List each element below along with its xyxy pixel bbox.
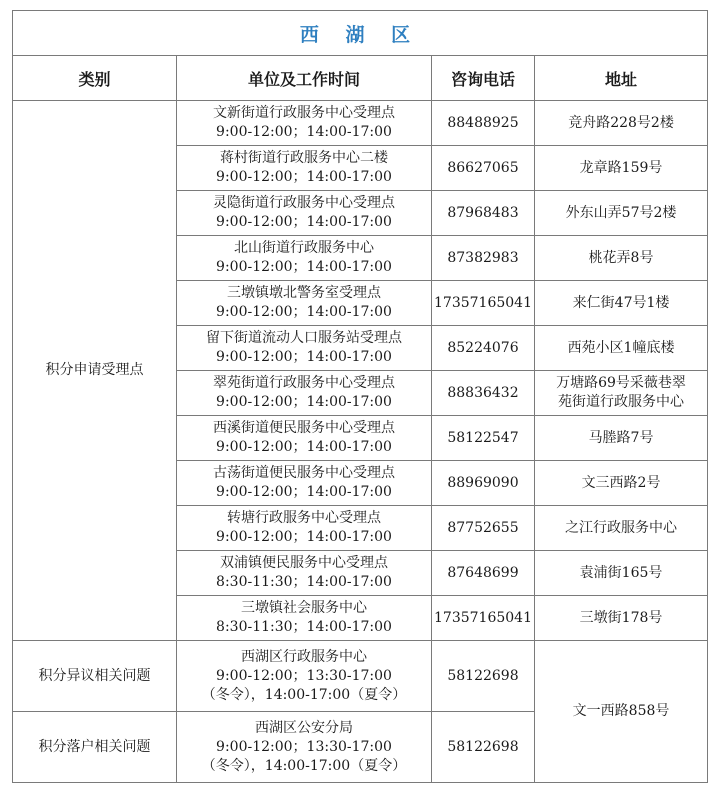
phone-cell: 17357165041 — [432, 281, 535, 326]
work-hours: 8:30-11:30；14:00-17:00 — [216, 574, 392, 590]
work-hours: 9:00-12:00；14:00-17:00 — [216, 439, 392, 455]
address-line: 万塘路69号采薇巷翠 — [556, 375, 686, 391]
unit-hours-cell — [177, 236, 432, 281]
phone-cell: 88836432 — [432, 371, 535, 416]
address-line: 桃花弄8号 — [588, 249, 654, 266]
unit-name: 蒋村街道行政服务中心二楼 — [220, 150, 388, 166]
address-line: 来仁街47号1楼 — [572, 294, 670, 311]
unit-name: 翠苑街道行政服务中心受理点 — [213, 375, 395, 391]
header-address: 地址 — [535, 56, 708, 101]
address-cell — [535, 461, 708, 506]
work-hours: 9:00-12:00；14:00-17:00 — [216, 394, 392, 410]
work-hours: 9:00-12:00；13:30-17:00 — [216, 738, 392, 755]
shared-address-cell: 文一西路858号 — [535, 641, 708, 783]
category-cell: 积分异议相关问题 — [13, 641, 177, 712]
address-line: 马塍路7号 — [588, 429, 654, 446]
phone-cell: 87752655 — [432, 506, 535, 551]
unit-name: 留下街道流动人口服务站受理点 — [206, 330, 402, 346]
unit-hours-cell — [177, 371, 432, 416]
unit-hours-cell — [177, 281, 432, 326]
address-line: 之江行政服务中心 — [565, 519, 678, 536]
category-cell: 积分申请受理点 — [13, 101, 177, 641]
district-title: 西 湖 区 — [13, 11, 708, 56]
address-cell — [535, 416, 708, 461]
address-cell — [535, 596, 708, 641]
header-category: 类别 — [13, 56, 177, 101]
unit-hours-cell — [177, 326, 432, 371]
header-phone: 咨询电话 — [432, 56, 535, 101]
address-cell — [535, 551, 708, 596]
unit-hours-cell — [177, 551, 432, 596]
work-hours: 9:00-12:00；14:00-17:00 — [216, 214, 392, 230]
unit-hours-cell — [177, 101, 432, 146]
address-cell — [535, 101, 708, 146]
unit-hours-cell — [177, 641, 432, 712]
address-line: 西苑小区1幢底楼 — [567, 339, 675, 356]
address-cell — [535, 191, 708, 236]
service-points-table — [12, 10, 708, 783]
phone-cell: 58122698 — [432, 712, 535, 783]
address-line: 文三西路2号 — [581, 474, 661, 491]
address-line: 袁浦街165号 — [579, 564, 663, 581]
unit-name: 三墩镇社会服务中心 — [241, 600, 367, 616]
title-row — [13, 11, 708, 56]
address-line: 龙章路159号 — [579, 159, 663, 176]
district-table-frame — [12, 10, 707, 784]
work-hours: 9:00-12:00；14:00-17:00 — [216, 349, 392, 365]
unit-hours-cell — [177, 191, 432, 236]
address-line-2: 苑街道行政服务中心 — [558, 394, 685, 410]
work-hours-season: （冬令），14:00-17:00（夏令） — [201, 686, 407, 703]
unit-name: 双浦镇便民服务中心受理点 — [220, 555, 388, 571]
table-row — [13, 101, 708, 146]
unit-name: 北山街道行政服务中心 — [234, 240, 374, 256]
address-line: 外东山弄57号2楼 — [565, 204, 677, 221]
category-cell: 积分落户相关问题 — [13, 712, 177, 783]
unit-name: 古荡街道便民服务中心受理点 — [213, 465, 395, 481]
unit-hours-cell — [177, 596, 432, 641]
unit-name: 西湖区公安分局 — [255, 719, 353, 736]
unit-hours-cell — [177, 146, 432, 191]
address-cell — [535, 281, 708, 326]
phone-cell: 87968483 — [432, 191, 535, 236]
phone-cell: 88488925 — [432, 101, 535, 146]
work-hours: 9:00-12:00；14:00-17:00 — [216, 124, 392, 140]
address-line: 竞舟路228号2楼 — [568, 114, 674, 131]
unit-name: 西溪街道便民服务中心受理点 — [213, 420, 395, 436]
work-hours: 8:30-11:30；14:00-17:00 — [216, 619, 392, 635]
phone-cell: 58122698 — [432, 641, 535, 712]
unit-name: 转塘行政服务中心受理点 — [227, 510, 381, 526]
phone-cell: 86627065 — [432, 146, 535, 191]
work-hours: 9:00-12:00；14:00-17:00 — [216, 484, 392, 500]
unit-name: 西湖区行政服务中心 — [241, 648, 367, 665]
address-line: 三墩街178号 — [579, 609, 663, 626]
work-hours: 9:00-12:00；14:00-17:00 — [216, 529, 392, 545]
work-hours: 9:00-12:00；14:00-17:00 — [216, 259, 392, 275]
unit-hours-cell — [177, 712, 432, 783]
unit-hours-cell — [177, 416, 432, 461]
table-body — [13, 11, 708, 783]
unit-name: 文新街道行政服务中心受理点 — [213, 105, 395, 121]
phone-cell: 87648699 — [432, 551, 535, 596]
address-cell — [535, 146, 708, 191]
unit-name: 灵隐街道行政服务中心受理点 — [213, 195, 395, 211]
header-row — [13, 56, 708, 101]
unit-hours-cell — [177, 506, 432, 551]
address-cell — [535, 371, 708, 416]
phone-cell: 85224076 — [432, 326, 535, 371]
phone-cell: 88969090 — [432, 461, 535, 506]
phone-cell: 87382983 — [432, 236, 535, 281]
work-hours: 9:00-12:00；14:00-17:00 — [216, 304, 392, 320]
work-hours-season: （冬令），14:00-17:00（夏令） — [201, 757, 407, 774]
unit-name: 三墩镇墩北警务室受理点 — [227, 285, 381, 301]
work-hours: 9:00-12:00；14:00-17:00 — [216, 169, 392, 185]
address-cell — [535, 236, 708, 281]
table-row — [13, 641, 708, 712]
unit-hours-cell — [177, 461, 432, 506]
header-unit-hours: 单位及工作时间 — [177, 56, 432, 101]
address-cell — [535, 326, 708, 371]
address-cell — [535, 506, 708, 551]
work-hours: 9:00-12:00；13:30-17:00 — [216, 667, 392, 684]
phone-cell: 58122547 — [432, 416, 535, 461]
phone-cell: 17357165041 — [432, 596, 535, 641]
